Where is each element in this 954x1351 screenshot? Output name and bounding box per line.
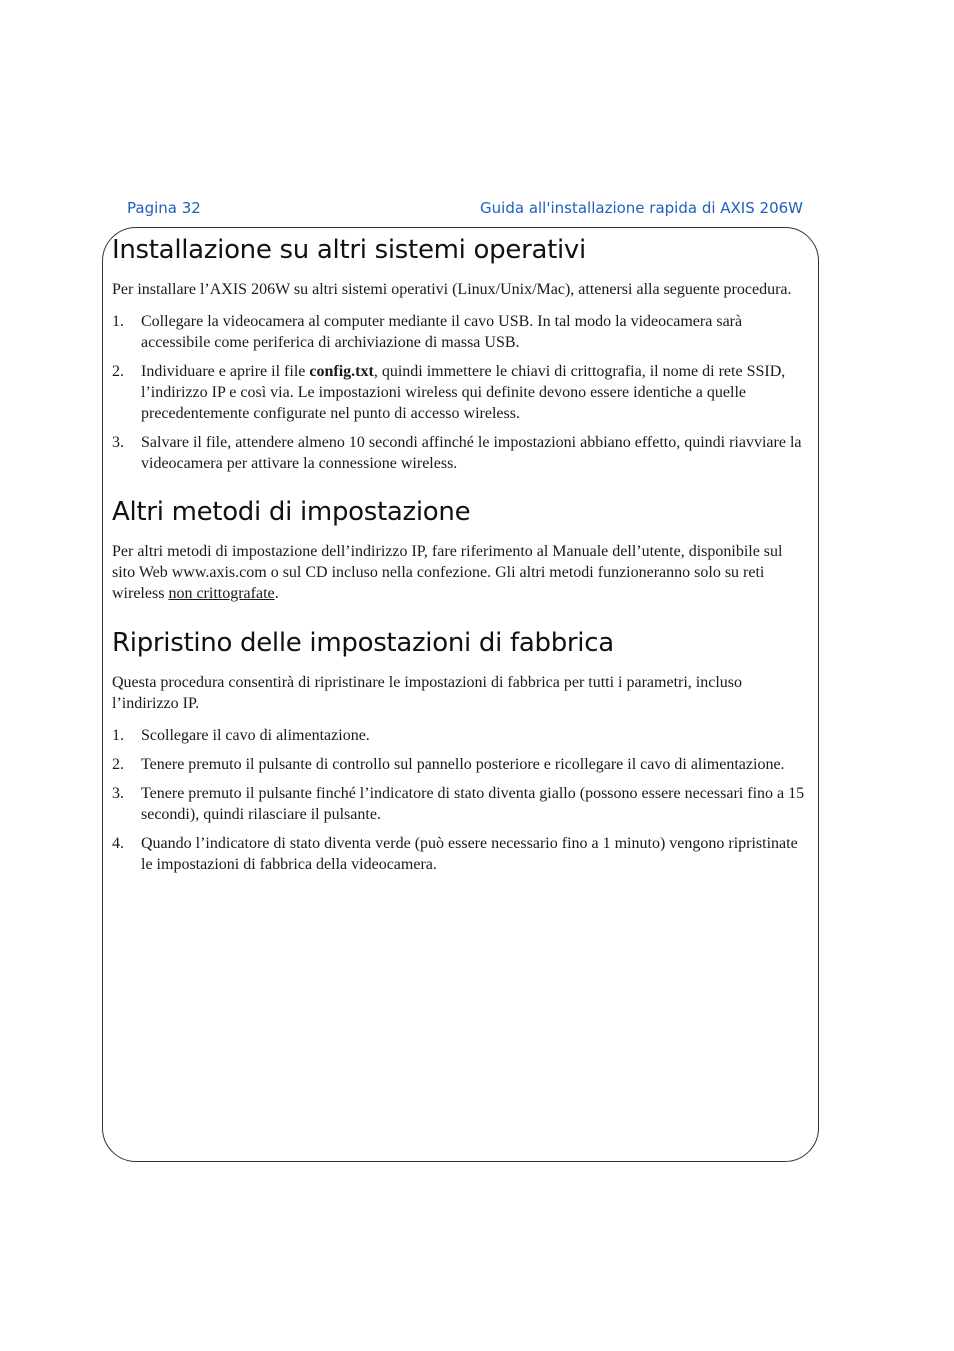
section-intro-factory-reset: Questa procedura consentirà di ripristinare le impostazioni di fabbrica per tutti i parametri, incluso l’indirizzo IP.	[112, 674, 743, 712]
list-item-text: Collegare la videocamera al computer mediante il cavo USB. In tal modo la videocamera sarà accessibile come periferica di archiviazione di massa USB.	[141, 313, 743, 351]
list-item-number: 3.	[112, 785, 124, 802]
list-item-number: 2.	[112, 756, 124, 773]
list-item	[112, 725, 808, 746]
list-item-text: Tenere premuto il pulsante di controllo sul pannello posteriore e ricollegare il cavo di alimentazione.	[141, 756, 785, 773]
document-title: Guida all'installazione rapida di AXIS 206W	[480, 199, 803, 217]
list-item-text: Scollegare il cavo di alimentazione.	[141, 727, 370, 744]
steps-other-os	[112, 311, 808, 474]
steps-factory-reset	[112, 725, 808, 875]
list-item	[112, 783, 808, 825]
list-item	[112, 754, 808, 775]
config-file-name: config.txt	[309, 363, 374, 380]
list-item	[112, 833, 808, 875]
list-item-text-post: , quindi immettere le chiavi di crittografia, il nome di rete SSID, l’indirizzo IP e così via. Le impostazioni wireless qui definite devono essere identiche a quelle precedentemente configurate nel punto di accesso wireless.	[141, 363, 786, 422]
section-title-other-os: Installazione su altri sistemi operativi	[112, 235, 586, 265]
body-text-end: .	[274, 585, 279, 602]
list-item-text: Quando l’indicatore di stato diventa verde (può essere necessario fino a 1 minuto) vengono ripristinate le impostazioni di fabbrica della videocamera.	[141, 835, 798, 873]
section-title-other-methods: Altri metodi di impostazione	[112, 497, 471, 527]
running-header	[127, 199, 803, 221]
list-item-text: Tenere premuto il pulsante finché l’indicatore di stato diventa giallo (possono essere necessari fino a 15 secondi), quindi rilasciare il pulsante.	[141, 785, 805, 823]
page-number: Pagina 32	[127, 199, 201, 217]
section-body-other-methods	[112, 541, 808, 604]
underlined-text: non crittografate	[168, 585, 275, 602]
list-item-text: Salvare il file, attendere almeno 10 secondi affinché le impostazioni abbiano effetto, quindi riavviare la videocamera per attivare la connessione wireless.	[141, 434, 802, 472]
list-item	[112, 432, 808, 474]
list-item-number: 2.	[112, 363, 124, 380]
list-item	[112, 311, 808, 353]
list-item-number: 1.	[112, 727, 124, 744]
list-item-text-pre: Individuare e aprire il file	[141, 363, 310, 380]
page-content	[112, 232, 808, 875]
list-item	[112, 361, 808, 424]
section-intro-other-os: Per installare l’AXIS 206W su altri sistemi operativi (Linux/Unix/Mac), attenersi alla seguente procedura.	[112, 281, 792, 298]
body-text: Per altri metodi di impostazione dell’indirizzo IP, fare riferimento al Manuale dell’utente, disponibile sul sito Web www.axis.com o sul CD incluso nella confezione. Gli altri metodi funzioneranno solo su reti wireless	[112, 543, 783, 602]
list-item-number: 3.	[112, 434, 124, 451]
list-item-number: 4.	[112, 835, 124, 852]
section-title-factory-reset: Ripristino delle impostazioni di fabbrica	[112, 628, 614, 658]
list-item-number: 1.	[112, 313, 124, 330]
